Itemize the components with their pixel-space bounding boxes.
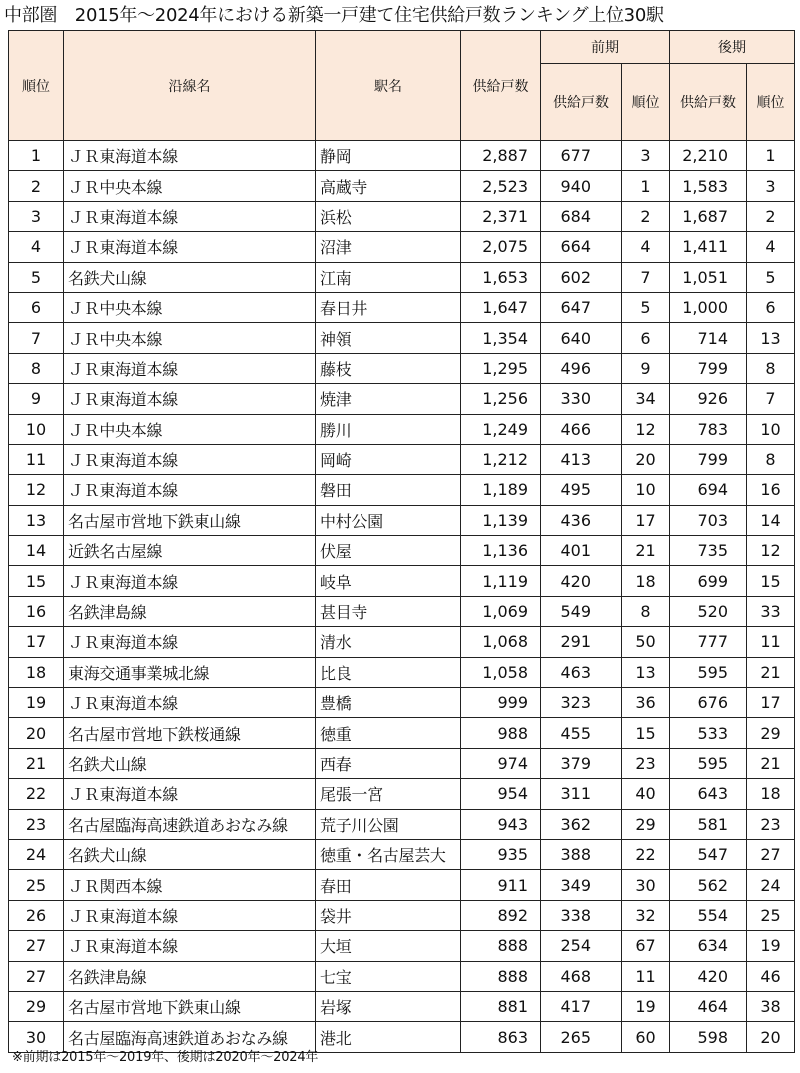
supply-cell: 1,653 [461,262,541,292]
station-name-cell: 港北 [316,1022,461,1052]
second-period-rank-cell: 24 [747,870,795,900]
second-period-supply-cell: 1,000 [670,292,747,322]
supply-cell: 1,136 [461,536,541,566]
line-name-cell: 名古屋市営地下鉄東山線 [64,505,316,535]
line-name-cell: 名古屋市営地下鉄東山線 [64,991,316,1021]
second-period-supply-cell: 1,411 [670,232,747,262]
station-name-cell: 清水 [316,627,461,657]
rank-cell: 11 [9,444,64,474]
first-period-rank-cell: 4 [622,232,670,262]
first-period-rank-cell: 9 [622,353,670,383]
station-name-cell: 磐田 [316,475,461,505]
table-row [9,688,795,718]
first-period-rank-cell: 23 [622,748,670,778]
table-row [9,779,795,809]
rank-cell: 13 [9,505,64,535]
rank-cell: 23 [9,809,64,839]
first-period-rank-cell: 13 [622,657,670,687]
first-period-supply-cell: 640 [541,323,622,353]
rank-cell: 29 [9,991,64,1021]
rank-cell: 27 [9,931,64,961]
rank-cell: 12 [9,475,64,505]
second-period-rank-cell: 21 [747,657,795,687]
station-name-cell: 伏屋 [316,536,461,566]
supply-cell: 2,523 [461,171,541,201]
supply-cell: 863 [461,1022,541,1052]
supply-cell: 1,354 [461,323,541,353]
line-name-cell: ＪＲ東海道本線 [64,566,316,596]
first-period-supply-cell: 940 [541,171,622,201]
rank-cell: 16 [9,596,64,626]
line-name-cell: 名古屋臨海高速鉄道あおなみ線 [64,1022,316,1052]
table-row [9,961,795,991]
first-period-rank-cell: 7 [622,262,670,292]
rank-cell: 15 [9,566,64,596]
rank-cell: 25 [9,870,64,900]
second-period-rank-cell: 17 [747,688,795,718]
rank-cell: 9 [9,384,64,414]
line-name-cell: ＪＲ中央本線 [64,292,316,322]
rank-cell: 24 [9,839,64,869]
first-period-supply-cell: 265 [541,1022,622,1052]
line-name-cell: ＪＲ東海道本線 [64,475,316,505]
table-row [9,748,795,778]
second-period-rank-cell: 2 [747,201,795,231]
line-name-cell: 名古屋市営地下鉄桜通線 [64,718,316,748]
first-period-rank-cell: 22 [622,839,670,869]
line-name-cell: ＪＲ中央本線 [64,171,316,201]
first-period-rank-cell: 19 [622,991,670,1021]
station-name-cell: 沼津 [316,232,461,262]
first-period-supply-cell: 664 [541,232,622,262]
first-period-rank-cell: 11 [622,961,670,991]
first-period-rank-cell: 30 [622,870,670,900]
second-period-rank-cell: 25 [747,900,795,930]
ranking-table [8,30,795,1053]
table-row [9,991,795,1021]
second-period-rank-cell: 3 [747,171,795,201]
table-row [9,839,795,869]
table-row [9,900,795,930]
second-period-supply-cell: 735 [670,536,747,566]
first-period-rank-cell: 15 [622,718,670,748]
second-period-supply-cell: 777 [670,627,747,657]
first-period-supply-cell: 413 [541,444,622,474]
second-period-rank-cell: 10 [747,414,795,444]
page-title: 中部圏 2015年～2024年における新築一戸建て住宅供給戸数ランキング上位30駅 [4,5,664,26]
supply-cell: 999 [461,688,541,718]
rank-cell: 22 [9,779,64,809]
line-name-cell: ＪＲ東海道本線 [64,900,316,930]
rank-cell: 3 [9,201,64,231]
table-row [9,323,795,353]
line-name-cell: ＪＲ東海道本線 [64,384,316,414]
first-period-supply-cell: 602 [541,262,622,292]
second-period-supply-cell: 595 [670,657,747,687]
station-name-cell: 神領 [316,323,461,353]
second-period-supply-cell: 1,583 [670,171,747,201]
second-period-rank-cell: 38 [747,991,795,1021]
first-period-supply-cell: 349 [541,870,622,900]
table-row [9,475,795,505]
second-period-rank-cell: 14 [747,505,795,535]
station-name-cell: 袋井 [316,900,461,930]
supply-cell: 935 [461,839,541,869]
first-period-supply-cell: 338 [541,900,622,930]
supply-cell: 1,069 [461,596,541,626]
first-period-supply-cell: 468 [541,961,622,991]
line-name-cell: ＪＲ東海道本線 [64,232,316,262]
second-period-supply-cell: 562 [670,870,747,900]
supply-cell: 974 [461,748,541,778]
line-name-cell: ＪＲ東海道本線 [64,931,316,961]
first-period-rank-cell: 20 [622,444,670,474]
second-period-rank-cell: 7 [747,384,795,414]
second-period-supply-cell: 699 [670,566,747,596]
second-period-rank-cell: 29 [747,718,795,748]
line-name-cell: 名鉄津島線 [64,596,316,626]
table-row [9,232,795,262]
second-period-supply-cell: 694 [670,475,747,505]
supply-cell: 911 [461,870,541,900]
table-row [9,262,795,292]
station-name-cell: 岐阜 [316,566,461,596]
line-name-cell: 名鉄犬山線 [64,839,316,869]
rank-cell: 21 [9,748,64,778]
supply-cell: 988 [461,718,541,748]
second-period-supply-cell: 799 [670,444,747,474]
supply-cell: 943 [461,809,541,839]
station-name-cell: 徳重・名古屋芸大 [316,839,461,869]
header-first-period-supply: 供給戸数 [541,64,622,141]
supply-cell: 1,295 [461,353,541,383]
second-period-rank-cell: 8 [747,353,795,383]
first-period-supply-cell: 549 [541,596,622,626]
second-period-supply-cell: 581 [670,809,747,839]
station-name-cell: 徳重 [316,718,461,748]
station-name-cell: 藤枝 [316,353,461,383]
table-row [9,627,795,657]
table-row [9,353,795,383]
line-name-cell: 名古屋臨海高速鉄道あおなみ線 [64,809,316,839]
rank-cell: 8 [9,353,64,383]
first-period-rank-cell: 5 [622,292,670,322]
second-period-rank-cell: 1 [747,141,795,171]
first-period-supply-cell: 463 [541,657,622,687]
header-rank: 順位 [9,31,64,141]
second-period-rank-cell: 13 [747,323,795,353]
line-name-cell: 名鉄犬山線 [64,748,316,778]
first-period-rank-cell: 2 [622,201,670,231]
second-period-rank-cell: 11 [747,627,795,657]
supply-cell: 2,371 [461,201,541,231]
first-period-rank-cell: 6 [622,323,670,353]
station-name-cell: 岡崎 [316,444,461,474]
table-row [9,384,795,414]
table-row [9,292,795,322]
first-period-supply-cell: 379 [541,748,622,778]
first-period-rank-cell: 60 [622,1022,670,1052]
first-period-rank-cell: 10 [622,475,670,505]
supply-cell: 1,212 [461,444,541,474]
second-period-rank-cell: 15 [747,566,795,596]
first-period-supply-cell: 417 [541,991,622,1021]
table-body [9,141,795,1053]
table-row [9,141,795,171]
line-name-cell: ＪＲ中央本線 [64,323,316,353]
first-period-supply-cell: 362 [541,809,622,839]
table-row [9,931,795,961]
first-period-rank-cell: 17 [622,505,670,535]
supply-cell: 1,256 [461,384,541,414]
rank-cell: 20 [9,718,64,748]
second-period-supply-cell: 783 [670,414,747,444]
first-period-rank-cell: 67 [622,931,670,961]
first-period-rank-cell: 32 [622,900,670,930]
line-name-cell: ＪＲ東海道本線 [64,353,316,383]
first-period-supply-cell: 330 [541,384,622,414]
line-name-cell: ＪＲ東海道本線 [64,141,316,171]
station-name-cell: 大垣 [316,931,461,961]
second-period-supply-cell: 520 [670,596,747,626]
first-period-supply-cell: 323 [541,688,622,718]
first-period-supply-cell: 291 [541,627,622,657]
first-period-rank-cell: 8 [622,596,670,626]
second-period-rank-cell: 46 [747,961,795,991]
first-period-supply-cell: 420 [541,566,622,596]
first-period-rank-cell: 12 [622,414,670,444]
rank-cell: 1 [9,141,64,171]
rank-cell: 30 [9,1022,64,1052]
first-period-supply-cell: 466 [541,414,622,444]
second-period-supply-cell: 926 [670,384,747,414]
first-period-rank-cell: 1 [622,171,670,201]
table-row [9,505,795,535]
second-period-supply-cell: 1,687 [670,201,747,231]
first-period-supply-cell: 455 [541,718,622,748]
line-name-cell: ＪＲ中央本線 [64,414,316,444]
station-name-cell: 春日井 [316,292,461,322]
station-name-cell: 岩塚 [316,991,461,1021]
rank-cell: 27 [9,961,64,991]
second-period-supply-cell: 799 [670,353,747,383]
first-period-rank-cell: 40 [622,779,670,809]
rank-cell: 17 [9,627,64,657]
rank-cell: 26 [9,900,64,930]
line-name-cell: ＪＲ東海道本線 [64,201,316,231]
rank-cell: 7 [9,323,64,353]
line-name-cell: ＪＲ東海道本線 [64,779,316,809]
second-period-supply-cell: 464 [670,991,747,1021]
second-period-rank-cell: 33 [747,596,795,626]
first-period-supply-cell: 311 [541,779,622,809]
supply-cell: 1,068 [461,627,541,657]
line-name-cell: 名鉄犬山線 [64,262,316,292]
header-second-period: 後期 [670,31,795,64]
first-period-supply-cell: 684 [541,201,622,231]
rank-cell: 19 [9,688,64,718]
second-period-rank-cell: 8 [747,444,795,474]
station-name-cell: 高蔵寺 [316,171,461,201]
line-name-cell: ＪＲ東海道本線 [64,627,316,657]
station-name-cell: 春田 [316,870,461,900]
line-name-cell: ＪＲ東海道本線 [64,688,316,718]
table-row [9,657,795,687]
rank-cell: 18 [9,657,64,687]
second-period-supply-cell: 2,210 [670,141,747,171]
station-name-cell: 甚目寺 [316,596,461,626]
first-period-rank-cell: 50 [622,627,670,657]
first-period-supply-cell: 677 [541,141,622,171]
second-period-rank-cell: 6 [747,292,795,322]
second-period-supply-cell: 714 [670,323,747,353]
station-name-cell: 豊橋 [316,688,461,718]
header-station: 駅名 [316,31,461,141]
table-row [9,536,795,566]
footnote: ※前期は2015年～2019年、後期は2020年～2024年 [12,1050,319,1065]
second-period-rank-cell: 23 [747,809,795,839]
first-period-supply-cell: 388 [541,839,622,869]
supply-cell: 2,887 [461,141,541,171]
second-period-rank-cell: 5 [747,262,795,292]
station-name-cell: 西春 [316,748,461,778]
header-first-period: 前期 [541,31,670,64]
first-period-rank-cell: 3 [622,141,670,171]
first-period-supply-cell: 647 [541,292,622,322]
rank-cell: 14 [9,536,64,566]
second-period-rank-cell: 16 [747,475,795,505]
first-period-rank-cell: 34 [622,384,670,414]
station-name-cell: 七宝 [316,961,461,991]
second-period-supply-cell: 533 [670,718,747,748]
supply-cell: 1,189 [461,475,541,505]
line-name-cell: 近鉄名古屋線 [64,536,316,566]
station-name-cell: 尾張一宮 [316,779,461,809]
station-name-cell: 荒子川公園 [316,809,461,839]
second-period-rank-cell: 12 [747,536,795,566]
supply-cell: 881 [461,991,541,1021]
first-period-supply-cell: 254 [541,931,622,961]
supply-cell: 888 [461,961,541,991]
header-second-period-rank: 順位 [747,64,795,141]
rank-cell: 2 [9,171,64,201]
table-row [9,444,795,474]
rank-cell: 10 [9,414,64,444]
first-period-supply-cell: 496 [541,353,622,383]
table-row [9,171,795,201]
rank-cell: 4 [9,232,64,262]
table-row [9,201,795,231]
second-period-supply-cell: 643 [670,779,747,809]
line-name-cell: ＪＲ関西本線 [64,870,316,900]
supply-cell: 1,058 [461,657,541,687]
second-period-supply-cell: 420 [670,961,747,991]
second-period-rank-cell: 20 [747,1022,795,1052]
header-line: 沿線名 [64,31,316,141]
first-period-rank-cell: 36 [622,688,670,718]
station-name-cell: 江南 [316,262,461,292]
first-period-supply-cell: 436 [541,505,622,535]
first-period-rank-cell: 18 [622,566,670,596]
table-row [9,870,795,900]
second-period-rank-cell: 18 [747,779,795,809]
supply-cell: 892 [461,900,541,930]
station-name-cell: 勝川 [316,414,461,444]
second-period-supply-cell: 703 [670,505,747,535]
table-row [9,566,795,596]
second-period-supply-cell: 554 [670,900,747,930]
table-row [9,414,795,444]
header-second-period-supply: 供給戸数 [670,64,747,141]
line-name-cell: 東海交通事業城北線 [64,657,316,687]
second-period-supply-cell: 595 [670,748,747,778]
second-period-rank-cell: 19 [747,931,795,961]
second-period-supply-cell: 634 [670,931,747,961]
rank-cell: 5 [9,262,64,292]
table-row [9,596,795,626]
supply-cell: 888 [461,931,541,961]
table-row [9,718,795,748]
station-name-cell: 浜松 [316,201,461,231]
station-name-cell: 中村公園 [316,505,461,535]
line-name-cell: ＪＲ東海道本線 [64,444,316,474]
header-first-period-rank: 順位 [622,64,670,141]
second-period-rank-cell: 4 [747,232,795,262]
second-period-supply-cell: 676 [670,688,747,718]
supply-cell: 1,647 [461,292,541,322]
station-name-cell: 比良 [316,657,461,687]
second-period-rank-cell: 27 [747,839,795,869]
second-period-supply-cell: 1,051 [670,262,747,292]
station-name-cell: 静岡 [316,141,461,171]
first-period-rank-cell: 29 [622,809,670,839]
table-row [9,809,795,839]
supply-cell: 1,139 [461,505,541,535]
second-period-supply-cell: 547 [670,839,747,869]
first-period-supply-cell: 401 [541,536,622,566]
supply-cell: 2,075 [461,232,541,262]
header-supply: 供給戸数 [461,31,541,141]
second-period-rank-cell: 21 [747,748,795,778]
rank-cell: 6 [9,292,64,322]
first-period-rank-cell: 21 [622,536,670,566]
first-period-supply-cell: 495 [541,475,622,505]
supply-cell: 1,249 [461,414,541,444]
station-name-cell: 焼津 [316,384,461,414]
supply-cell: 954 [461,779,541,809]
line-name-cell: 名鉄津島線 [64,961,316,991]
second-period-supply-cell: 598 [670,1022,747,1052]
supply-cell: 1,119 [461,566,541,596]
